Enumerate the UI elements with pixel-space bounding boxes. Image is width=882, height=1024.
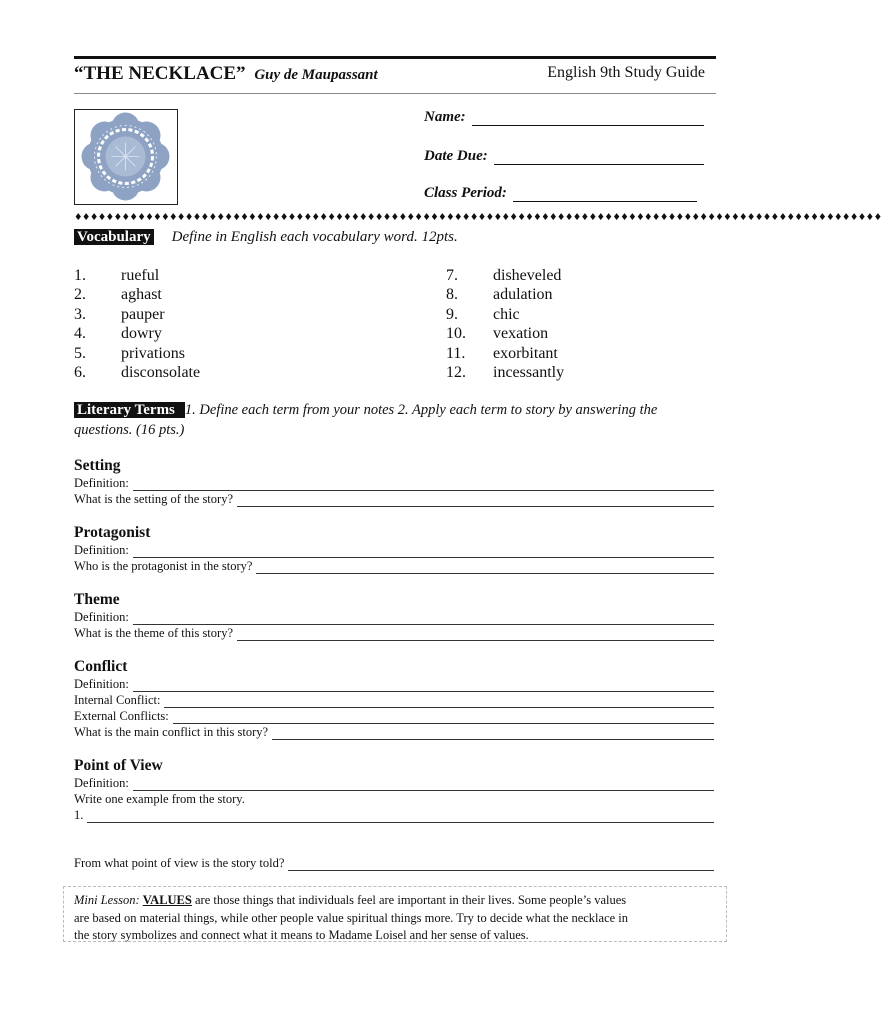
- vocab-word: privations: [121, 344, 185, 362]
- vocab-item: 9. chic: [446, 305, 520, 323]
- vocab-item: 5. privations: [74, 344, 185, 362]
- conflict-definition-label: Definition:: [74, 677, 129, 691]
- necklace-logo-frame: [74, 109, 178, 205]
- literary-terms-instructions-cont: questions. (16 pts.): [74, 422, 185, 438]
- vocabulary-label: Vocabulary: [74, 229, 154, 245]
- pov-definition-blank[interactable]: [133, 779, 714, 791]
- vocab-word: adulation: [493, 286, 553, 304]
- vocab-word: disconsolate: [121, 364, 201, 382]
- header-top-rule: [74, 56, 716, 59]
- pov-definition-label: Definition:: [74, 776, 129, 790]
- point-of-view-heading: Point of View: [74, 757, 163, 774]
- vocab-word: pauper: [121, 305, 165, 323]
- theme-definition-label: Definition:: [74, 610, 129, 624]
- pov-question-label: From what point of view is the story told?: [74, 856, 285, 870]
- mini-lesson-box: [63, 886, 727, 942]
- pov-example-blank[interactable]: [87, 811, 714, 823]
- vocabulary-list-right: [446, 266, 564, 382]
- story-author: Guy de Maupassant: [254, 67, 378, 83]
- theme-definition-blank[interactable]: [133, 613, 714, 625]
- setting-heading: Setting: [74, 457, 121, 474]
- name-field-label: Name:: [424, 109, 466, 125]
- literary-terms-header: [74, 400, 719, 440]
- vocab-item: 11. exorbitant: [446, 344, 558, 362]
- setting-definition-line[interactable]: [74, 476, 714, 491]
- name-input-line[interactable]: [472, 111, 704, 126]
- vocab-item: 7. disheveled: [446, 267, 562, 284]
- vocab-word: disheveled: [493, 267, 562, 284]
- date-due-field[interactable]: [424, 148, 704, 165]
- vocab-word: aghast: [121, 286, 162, 304]
- internal-conflict-label: Internal Conflict:: [74, 693, 161, 707]
- theme-answer-blank[interactable]: [237, 629, 714, 641]
- conflict-definition-blank[interactable]: [133, 680, 714, 692]
- conflict-heading: Conflict: [74, 658, 128, 675]
- protagonist-heading: Protagonist: [74, 524, 151, 541]
- setting-definition-blank[interactable]: [133, 479, 714, 491]
- mini-lesson-label: Mini Lesson:: [74, 893, 140, 907]
- literary-terms-label: Literary Terms: [74, 402, 185, 418]
- theme-question-line[interactable]: [74, 626, 714, 641]
- vocab-item: 3. pauper: [74, 305, 165, 323]
- literary-terms-instructions: 1. Define each term from your notes 2. Apply each term to story by answering the: [184, 402, 658, 418]
- protagonist-definition-line[interactable]: [74, 543, 714, 558]
- setting-answer-blank[interactable]: [237, 495, 714, 507]
- story-title: “THE NECKLACE”: [74, 63, 246, 84]
- protagonist-question-label: Who is the protagonist in the story?: [74, 559, 253, 573]
- internal-conflict-blank[interactable]: [164, 696, 714, 708]
- pov-example-prompt-text: Write one example from the story.: [74, 792, 245, 806]
- pov-answer-blank[interactable]: [288, 859, 714, 871]
- vocab-item: 6. disconsolate: [74, 364, 201, 382]
- header-bottom-rule: [74, 93, 716, 94]
- class-period-field[interactable]: [424, 185, 697, 202]
- pov-example-line[interactable]: [74, 808, 714, 823]
- external-conflicts-blank[interactable]: [173, 712, 714, 724]
- protagonist-question-line[interactable]: [74, 559, 714, 574]
- date-due-label: Date Due:: [424, 148, 488, 164]
- class-period-label: Class Period:: [424, 185, 507, 201]
- vocab-item: 4. dowry: [74, 325, 162, 343]
- conflict-question-label: What is the main conflict in this story?: [74, 725, 269, 739]
- document-title: [74, 63, 378, 85]
- vocab-item: 1. rueful: [74, 267, 160, 284]
- setting-question-line[interactable]: [74, 492, 714, 507]
- protagonist-definition-label: Definition:: [74, 543, 129, 557]
- setting-definition-label: Definition:: [74, 476, 129, 490]
- setting-question-label: What is the setting of the story?: [74, 492, 233, 506]
- diamond-divider: ♦♦♦♦♦♦♦♦♦♦♦♦♦♦♦♦♦♦♦♦♦♦♦♦♦♦♦♦♦♦♦♦♦♦♦♦♦♦♦♦♦♦♦♦♦♦♦♦♦♦♦♦♦♦♦♦♦♦♦♦♦♦♦♦♦♦♦♦♦♦♦♦♦♦♦♦♦♦♦♦♦♦♦♦♦♦♦♦♦♦♦♦♦♦♦♦♦♦♦♦♦♦: [74, 212, 882, 223]
- vocab-word: vexation: [493, 325, 549, 343]
- theme-definition-line[interactable]: [74, 610, 714, 625]
- vocab-word: dowry: [121, 325, 162, 343]
- protagonist-definition-blank[interactable]: [133, 546, 714, 558]
- external-conflicts-label: External Conflicts:: [74, 709, 169, 723]
- conflict-question-line[interactable]: [74, 725, 714, 740]
- vocab-word: incessantly: [493, 364, 565, 382]
- date-due-input-line[interactable]: [494, 150, 704, 165]
- vocab-item: 2. aghast: [74, 286, 162, 304]
- pov-definition-line[interactable]: [74, 776, 714, 791]
- pov-example-number: 1.: [74, 808, 84, 822]
- vocab-word: chic: [493, 305, 520, 323]
- vocab-item: 12. incessantly: [446, 364, 565, 382]
- vocabulary-list-left: [74, 266, 200, 382]
- mini-lesson-text-1: are those things that individuals feel are important in their lives. Some people’s values: [191, 893, 627, 907]
- vocab-word: exorbitant: [493, 344, 558, 362]
- vocabulary-instructions: Define in English each vocabulary word. 12pts.: [171, 229, 458, 245]
- name-field[interactable]: [424, 109, 704, 126]
- course-label: English 9th Study Guide: [547, 64, 705, 81]
- protagonist-answer-blank[interactable]: [256, 562, 714, 574]
- theme-heading: Theme: [74, 591, 120, 608]
- internal-conflict-line[interactable]: [74, 693, 714, 708]
- theme-question-label: What is the theme of this story?: [74, 626, 233, 640]
- pov-question-line[interactable]: [74, 856, 714, 871]
- mini-lesson-text-2: are based on material things, while other people value spiritual things more. Try to decide what the necklace in: [74, 910, 629, 925]
- vocab-item: 10. vexation: [446, 325, 549, 343]
- conflict-definition-line[interactable]: [74, 677, 714, 692]
- mini-lesson-text-3: the story symbolizes and connect what it means to Madame Loisel and her sense of values.: [74, 928, 529, 942]
- vocabulary-header: [74, 228, 458, 246]
- conflict-answer-blank[interactable]: [272, 728, 714, 740]
- external-conflicts-line[interactable]: [74, 709, 714, 724]
- necklace-icon: [75, 110, 176, 203]
- pov-example-prompt: [74, 792, 714, 807]
- vocab-item: 8. adulation: [446, 286, 553, 304]
- vocab-word: rueful: [121, 267, 160, 284]
- values-keyword: VALUES: [142, 893, 192, 907]
- class-period-input-line[interactable]: [513, 187, 697, 202]
